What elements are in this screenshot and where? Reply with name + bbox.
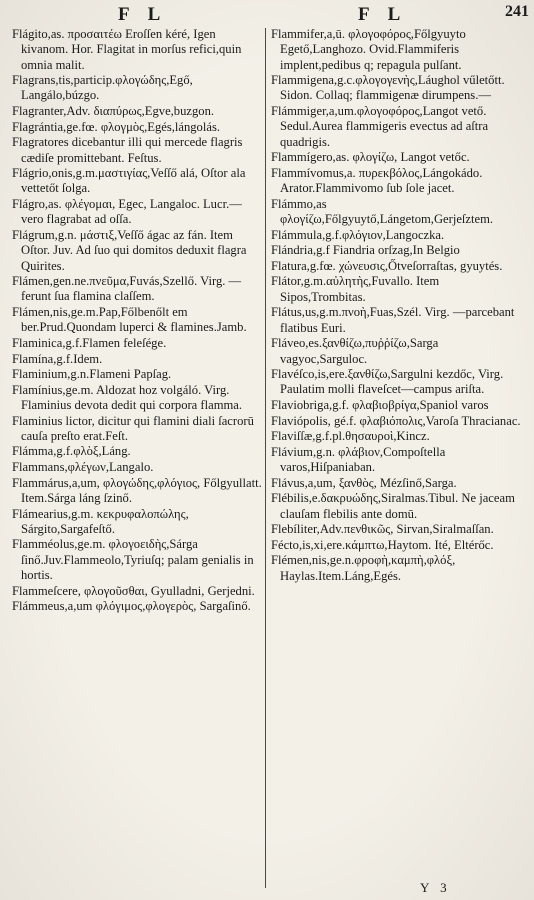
dictionary-entry: Flammeſcere, φλογοῦσθαι, Gyulladni, Gerjedni. [12, 583, 255, 598]
dictionary-entry: Flaminium,g.n.Flameni Papſag. [12, 367, 172, 382]
dictionary-entry: Fécto,is,xi,ere.κάμπτω,Haytom. Ité, Eltérőc. [271, 537, 494, 552]
dictionary-entry: Flávus,a,um, ξανθὸς, Mézſinő,Sarga. [271, 475, 457, 490]
dictionary-entry: Flamméolus,ge.m. φλογοειδὴς,Sárga ſinő.Juv.Flammeolo,Tyriuſq; palam genialis in hortis. [12, 537, 254, 583]
dictionary-entry: Flaviſſæ,g.f.pl.θησαυροὶ,Kincz. [271, 429, 430, 444]
dictionary-entry: Flátor,g.m.αὐλητὴς,Fuvallo. Item Sipos,Trombitas. [271, 274, 440, 304]
dictionary-entry: Flébilis,e.δακρυώδης,Siralmas.Tibul. Ne jaceam clauſam flebilis ante domū. [271, 491, 515, 521]
dictionary-entry: Flagrántia,ge.fœ. φλογμὸς,Egés,lángolás. [12, 119, 220, 134]
dictionary-entry: Flátus,us,g.m.πνοὴ,Fuas,Szél. Virg. —parcebant flatibus Euri. [271, 305, 515, 335]
dictionary-entry: Flémen,nis,ge.n.φροφὴ,καμπὴ,φλόξ, Haylas.Item.Láng,Egés. [271, 553, 456, 583]
dictionary-entry: Flagrans,tis,particip.φλογώδης,Egő, Langálo,búzgo. [12, 73, 193, 103]
dictionary-entry: Flagranter,Adv. διαπύρως,Egve,buzgon. [12, 104, 215, 119]
dictionary-entry: Flámma,g.f.φλὸξ,Láng. [12, 444, 131, 459]
dictionary-entry: Flaviópolis, gé.f. φλαβιόπολις,Varoſa Thracianac. [271, 413, 521, 428]
dictionary-entry: Flámen,gen.ne.πνεῦμα,Fuvás,Szellő. Virg. —ferunt ſua flamina claſſem. [12, 274, 242, 304]
dictionary-entry: Flámmeus,a,um φλόγιμος,φλογερὸς, Sargaſinő. [12, 599, 251, 614]
column-divider [265, 28, 266, 888]
running-head-left: F L [118, 4, 168, 25]
dictionary-entry: Flamína,g.f.Idem. [12, 351, 103, 366]
dictionary-entry: Flammígero,as. φλογίζω, Langot vetőc. [271, 150, 470, 165]
dictionary-entry: Flámearius,g.m. κεκρυφαλοπώλης, Sárgito,Sargafeſtő. [12, 506, 189, 536]
left-column [12, 27, 264, 615]
dictionary-entry: Flammifer,a,ū. φλογοφόρος,Főlgyuyto Egető,Langhozo. Ovid.Flammiferis implent,pedibus q; repagula pulſant. [271, 27, 466, 72]
dictionary-entry: Flammigena,g.c.φλογογενὴς,Láughol vűletőtt. Sidon. Collaq; flammigenæ dirumpens.— [271, 73, 505, 103]
dictionary-entry: Flammárus,a,um, φλογώδης,φλόγιος, Főlgyullatt. Item.Sárga láng ſzinő. [12, 475, 262, 505]
dictionary-entry: Fláveo,es.ξανθίζω,πυῤῥίζω,Sarga vagyoc,Sarguloc. [271, 336, 439, 366]
running-head-right: F L [358, 4, 408, 25]
right-column [271, 27, 523, 584]
dictionary-entry: Flammans,φλέγων,Langalo. [12, 460, 154, 475]
dictionary-entry: Flándria,g.f Fiandria orſzag,In Belgio [271, 243, 460, 258]
dictionary-entry: Flágrum,g.n. μάστιξ,Veſſő ágac az fán. Item Oſtor. Juv. Ad ſuo qui domitos deduxit flagra Quirites. [12, 227, 247, 273]
dictionary-entry: Flagratores dicebantur illi qui mercede flagris cædiſe promittebant. Feſtus. [12, 135, 243, 165]
signature-mark: Y 3 [420, 880, 451, 895]
dictionary-entry: Flaminica,g.f.Flamen feleſége. [12, 335, 167, 350]
dictionary-entry: Flebíliter,Adv.πενθικῶς, Sirvan,Siralmaſſan. [271, 522, 494, 537]
dictionary-entry: Flámen,nis,ge.m.Pap,Főlbenőlt em ber.Prud.Quondam luperci & flamines.Jamb. [12, 305, 247, 335]
dictionary-entry: Flámmo,as φλογίζω,Főlgyuytő,Lángetom,Gerjeſztem. [271, 196, 494, 227]
dictionary-entry: Flaminius lictor, dicitur qui flamini diali ſacrorū cauſa preſto erat.Feſt. [12, 413, 254, 443]
dictionary-entry: Flámmiger,a,um.φλογοφόρος,Langot vető. Sedul.Aurea flammigeris evectus ad aſtra quadrigis. [271, 104, 489, 149]
dictionary-entry: Flatura,g.fœ. χώνευσις,Őtveſorraſtas, gyuytés. [271, 258, 503, 273]
dictionary-entry: Flavéſco,is,ere.ξανθίζω,Sargulni kezdőc, Virg. Paulatim molli flaveſcet—campus ariſta. [271, 367, 504, 397]
dictionary-entry: Flávium,g.n. φλάβιον,Compoſtella varos,Hiſpaniaban. [271, 444, 446, 475]
dictionary-entry: Flaviobriga,g.f. φλαβιοβρίγα,Spaniol varos [271, 397, 489, 412]
dictionary-entry: Flágro,as. φλέγομαι, Egec, Langaloc. Lucr.—vero flagrabat ad oſſa. [12, 197, 242, 227]
dictionary-entry: Flágito,as. προσαιτέω Eroſſen kéré, Igen kivanom. Hor. Flagitat in morſus refici,quin omnia malit. [12, 27, 242, 72]
dictionary-entry: Flammívomus,a. πυρεκβόλος,Lángokádo. Arator.Flammivomo ſub ſole jacet. [271, 165, 483, 196]
dictionary-entry: Flágrio,onis,g.m.μαστιγίας,Veſſő alá, Oſtor ala vettetőt ſolga. [12, 166, 246, 196]
page-number: 241 [505, 3, 529, 20]
dictionary-entry: Flámmula,g.f.φλόγιον,Langoczka. [271, 227, 445, 242]
dictionary-entry: Flamínius,ge.m. Aldozat hoz volgáló. Virg. Flaminius devota dedit qui corpora flamma. [12, 382, 243, 412]
